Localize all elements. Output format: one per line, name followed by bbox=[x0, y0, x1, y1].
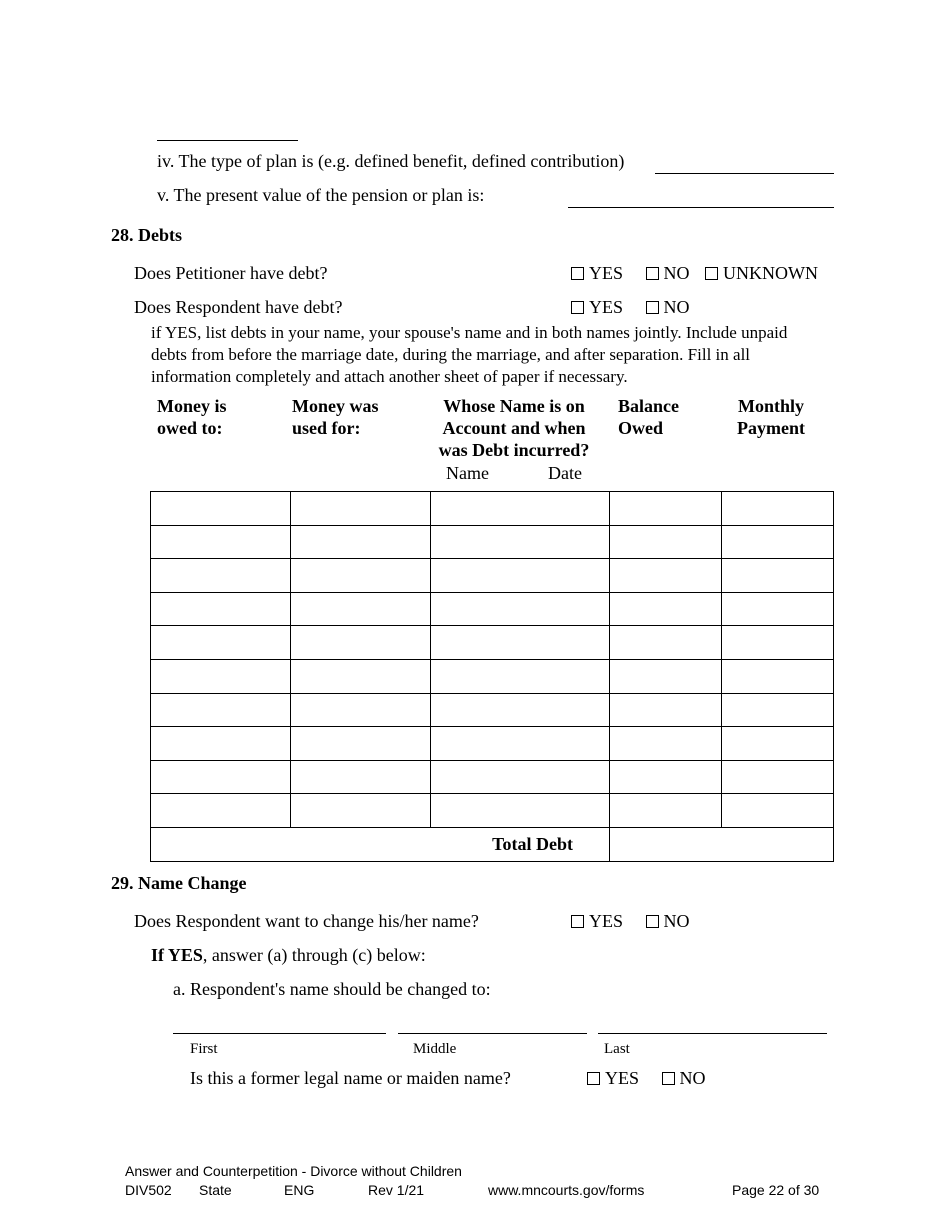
table-cell[interactable] bbox=[722, 760, 834, 794]
table-cell[interactable] bbox=[722, 794, 834, 828]
yes-label: YES bbox=[605, 1068, 640, 1088]
table-cell[interactable] bbox=[610, 760, 722, 794]
table-row bbox=[151, 659, 834, 693]
respondent-debt-question: Does Respondent have debt? bbox=[134, 297, 343, 317]
col-date-subheader: Date bbox=[548, 463, 582, 483]
table-cell[interactable] bbox=[291, 592, 431, 626]
col-name-subheader: Name bbox=[446, 463, 489, 483]
new-name-label: a. Respondent's name should be changed to: bbox=[173, 979, 491, 999]
former-name-yes-checkbox[interactable] bbox=[587, 1072, 600, 1085]
prior-answer-line[interactable] bbox=[157, 140, 298, 141]
table-cell[interactable] bbox=[722, 592, 834, 626]
table-cell[interactable] bbox=[610, 592, 722, 626]
total-debt-value-cell[interactable] bbox=[610, 827, 834, 861]
table-cell[interactable] bbox=[291, 492, 431, 526]
table-cell[interactable] bbox=[431, 760, 610, 794]
table-cell[interactable] bbox=[610, 794, 722, 828]
footer-form-number: DIV502 bbox=[125, 1182, 172, 1198]
table-cell[interactable] bbox=[151, 794, 291, 828]
table-cell[interactable] bbox=[722, 492, 834, 526]
unknown-label: UNKNOWN bbox=[723, 263, 818, 283]
table-cell[interactable] bbox=[610, 626, 722, 660]
table-row bbox=[151, 592, 834, 626]
table-cell[interactable] bbox=[610, 693, 722, 727]
table-cell[interactable] bbox=[151, 727, 291, 761]
table-cell[interactable] bbox=[610, 525, 722, 559]
table-cell[interactable] bbox=[722, 659, 834, 693]
footer-state: State bbox=[199, 1182, 232, 1198]
table-row bbox=[151, 794, 834, 828]
table-cell[interactable] bbox=[291, 626, 431, 660]
name-change-question: Does Respondent want to change his/her name? bbox=[134, 911, 479, 931]
table-cell[interactable] bbox=[610, 492, 722, 526]
table-cell[interactable] bbox=[610, 659, 722, 693]
table-row bbox=[151, 525, 834, 559]
respondent-debt-yes-checkbox[interactable] bbox=[571, 301, 584, 314]
table-cell[interactable] bbox=[151, 760, 291, 794]
no-label: NO bbox=[663, 911, 690, 931]
petitioner-debt-no-checkbox[interactable] bbox=[646, 267, 659, 280]
middle-name-caption: Middle bbox=[413, 1041, 457, 1057]
table-cell[interactable] bbox=[291, 693, 431, 727]
respondent-debt-options bbox=[571, 296, 708, 318]
table-cell[interactable] bbox=[431, 626, 610, 660]
table-cell[interactable] bbox=[722, 693, 834, 727]
table-cell[interactable] bbox=[151, 525, 291, 559]
table-row bbox=[151, 760, 834, 794]
table-cell[interactable] bbox=[151, 693, 291, 727]
total-debt-row bbox=[151, 827, 834, 861]
table-cell[interactable] bbox=[151, 626, 291, 660]
petitioner-debt-options bbox=[571, 262, 818, 284]
name-change-no-checkbox[interactable] bbox=[646, 915, 659, 928]
petitioner-debt-question: Does Petitioner have debt? bbox=[134, 263, 328, 283]
debts-table bbox=[150, 491, 834, 862]
no-label: NO bbox=[663, 263, 690, 283]
table-cell[interactable] bbox=[291, 760, 431, 794]
if-yes-instruction bbox=[151, 944, 426, 966]
former-name-question: Is this a former legal name or maiden name? bbox=[190, 1068, 511, 1088]
table-cell[interactable] bbox=[431, 693, 610, 727]
first-name-caption: First bbox=[190, 1041, 218, 1057]
table-cell[interactable] bbox=[431, 794, 610, 828]
name-change-options bbox=[571, 910, 708, 932]
debts-instructions: if YES, list debts in your name, your spouse's name and in both names jointly. Include unpaid debts from before the marriage date, during the marriage, and after separation. Fill in all information completely and attach another sheet of paper if necessary. bbox=[151, 323, 788, 386]
pension-value-field[interactable] bbox=[568, 207, 834, 208]
table-cell[interactable] bbox=[291, 727, 431, 761]
middle-name-field[interactable] bbox=[398, 1033, 587, 1034]
no-label: NO bbox=[663, 297, 690, 317]
table-cell[interactable] bbox=[151, 559, 291, 593]
table-cell[interactable] bbox=[291, 659, 431, 693]
pension-plan-type-label: iv. The type of plan is (e.g. defined benefit, defined contribution) bbox=[157, 151, 625, 171]
table-cell[interactable] bbox=[610, 559, 722, 593]
table-cell[interactable] bbox=[722, 626, 834, 660]
table-row bbox=[151, 492, 834, 526]
col-monthly-header: Monthly Payment bbox=[737, 396, 805, 438]
pension-plan-type-field[interactable] bbox=[655, 173, 834, 174]
yes-label: YES bbox=[589, 263, 624, 283]
no-label: NO bbox=[679, 1068, 706, 1088]
total-debt-label: Total Debt bbox=[492, 834, 573, 855]
yes-label: YES bbox=[589, 911, 624, 931]
footer-revision: Rev 1/21 bbox=[368, 1182, 425, 1198]
table-cell[interactable] bbox=[431, 492, 610, 526]
table-cell[interactable] bbox=[291, 559, 431, 593]
yes-label: YES bbox=[589, 297, 624, 317]
table-row bbox=[151, 626, 834, 660]
table-row bbox=[151, 559, 834, 593]
table-cell[interactable] bbox=[151, 492, 291, 526]
table-cell[interactable] bbox=[431, 727, 610, 761]
table-cell[interactable] bbox=[291, 525, 431, 559]
petitioner-debt-unknown-checkbox[interactable] bbox=[705, 267, 718, 280]
footer-language: ENG bbox=[284, 1182, 315, 1198]
if-yes-rest: , answer (a) through (c) below: bbox=[202, 945, 426, 965]
if-yes-bold: If YES bbox=[151, 945, 203, 965]
footer-title: Answer and Counterpetition - Divorce without Children bbox=[125, 1163, 462, 1179]
pension-value-label: v. The present value of the pension or plan is: bbox=[157, 185, 485, 205]
last-name-caption: Last bbox=[604, 1041, 630, 1057]
table-cell[interactable] bbox=[722, 525, 834, 559]
total-debt-label-cell bbox=[151, 827, 610, 861]
table-cell[interactable] bbox=[722, 727, 834, 761]
col-balance-header: Balance Owed bbox=[618, 396, 679, 438]
former-name-options bbox=[587, 1067, 724, 1089]
debts-heading: 28. Debts bbox=[111, 225, 182, 245]
col-owed-to-header: Money is owed to: bbox=[157, 396, 227, 438]
table-cell[interactable] bbox=[431, 659, 610, 693]
table-cell[interactable] bbox=[431, 559, 610, 593]
table-cell[interactable] bbox=[722, 559, 834, 593]
last-name-field[interactable] bbox=[598, 1033, 827, 1034]
footer-url: www.mncourts.gov/forms bbox=[488, 1182, 645, 1198]
table-row bbox=[151, 693, 834, 727]
col-used-for-header: Money was used for: bbox=[292, 396, 379, 438]
table-cell[interactable] bbox=[151, 592, 291, 626]
col-whose-name-header: Whose Name is on Account and when was Debt incurred? bbox=[438, 396, 590, 460]
name-change-heading: 29. Name Change bbox=[111, 873, 247, 893]
table-cell[interactable] bbox=[431, 592, 610, 626]
table-cell[interactable] bbox=[431, 525, 610, 559]
table-cell[interactable] bbox=[151, 659, 291, 693]
petitioner-debt-yes-checkbox[interactable] bbox=[571, 267, 584, 280]
footer-page-number: Page 22 of 30 bbox=[732, 1182, 820, 1198]
first-name-field[interactable] bbox=[173, 1033, 386, 1034]
name-change-yes-checkbox[interactable] bbox=[571, 915, 584, 928]
table-cell[interactable] bbox=[291, 794, 431, 828]
respondent-debt-no-checkbox[interactable] bbox=[646, 301, 659, 314]
table-row bbox=[151, 727, 834, 761]
former-name-no-checkbox[interactable] bbox=[662, 1072, 675, 1085]
table-cell[interactable] bbox=[610, 727, 722, 761]
